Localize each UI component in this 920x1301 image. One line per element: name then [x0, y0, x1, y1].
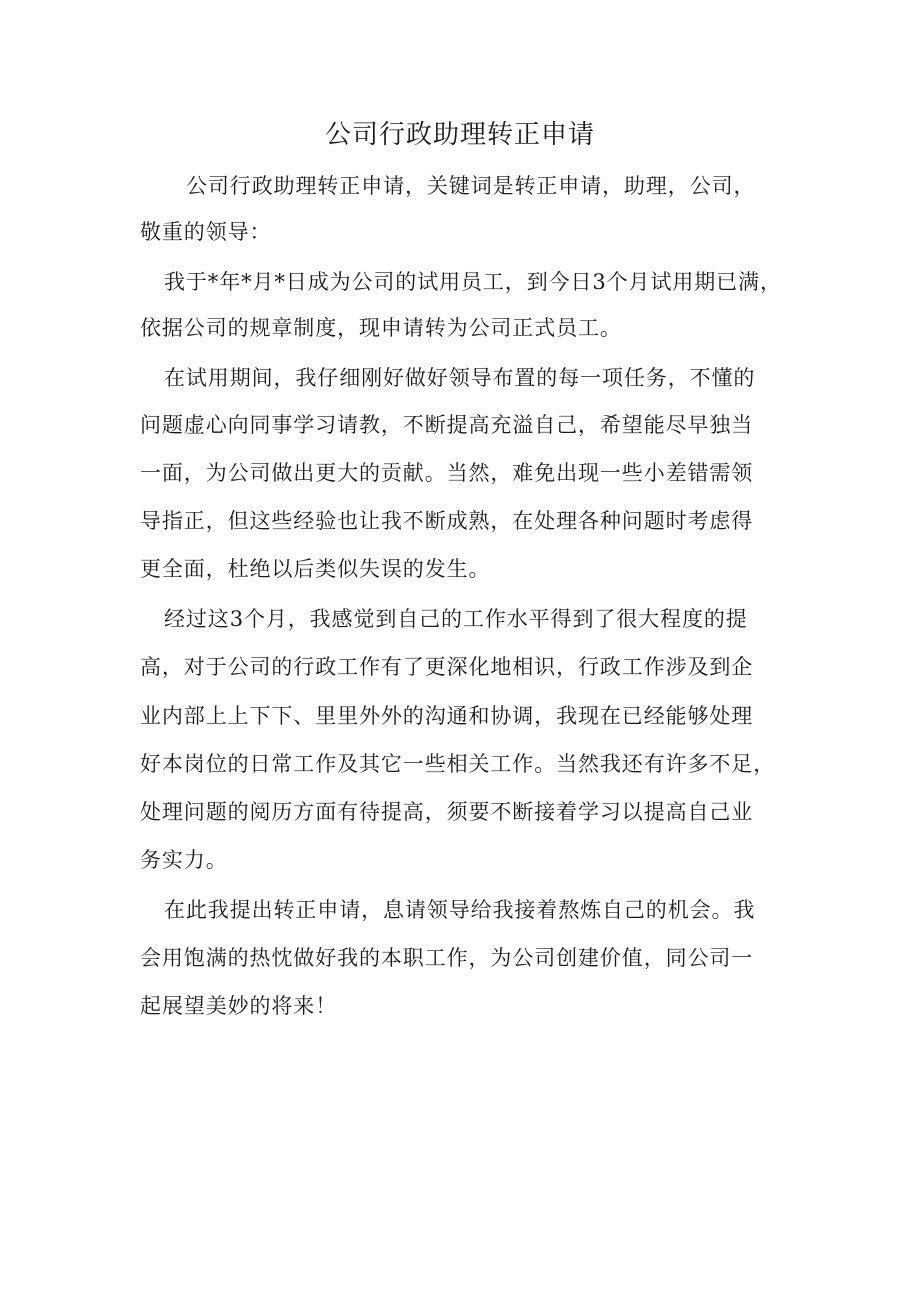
paragraph-2-line-2: 问题虚心向同事学习请教，不断提高充溢自己，希望能尽早独当: [140, 413, 754, 437]
salutation-line: 敬重的领导：: [140, 220, 272, 244]
paragraph-3-line-3: 业内部上上下下、里里外外的沟通和协调，我现在已经能够处理: [140, 704, 754, 728]
document-title: 公司行政助理转正申请: [324, 120, 595, 150]
paragraph-3-line-5: 处理问题的阅历方面有待提高，须要不断接着学习以提高自己业: [140, 800, 754, 824]
paragraph-2-line-3: 一面，为公司做出更大的贡献。当然，难免出现一些小差错需领: [140, 461, 754, 485]
paragraph-4-line-2: 会用饱满的热忱做好我的本职工作，为公司创建价值，同公司一: [140, 946, 754, 970]
paragraph-2-line-5: 更全面，杜绝以后类似失误的发生。: [140, 557, 491, 581]
paragraph-1-line-2: 依据公司的规章制度，现申请转为公司正式员工。: [140, 316, 622, 340]
paragraph-3-line-4: 好本岗位的日常工作及其它一些相关工作。当然我还有许多不足，: [140, 752, 776, 776]
paragraph-4-line-3: 起展望美妙的将来！: [140, 994, 338, 1018]
paragraph-3-line-1: 经过这3个月，我感觉到自己的工作水平得到了很大程度的提: [164, 607, 748, 631]
paragraph-2-line-1: 在试用期间，我仔细刚好做好领导布置的每一项任务，不懂的: [164, 366, 756, 390]
paragraph-3-line-2: 高，对于公司的行政工作有了更深化地相识，行政工作涉及到企: [140, 655, 754, 679]
intro-line: 公司行政助理转正申请，关键词是转正申请，助理，公司，: [186, 174, 756, 198]
paragraph-4-line-1: 在此我提出转正申请，息请领导给我接着熬炼自己的机会。我: [164, 898, 756, 922]
paragraph-3-line-6: 务实力。: [140, 848, 228, 872]
paragraph-2-line-4: 导指正，但这些经验也让我不断成熟，在处理各种问题时考虑得: [140, 509, 754, 533]
paragraph-1-line-1: 我于*年*月*日成为公司的试用员工，到今日3个月试用期已满，: [164, 270, 782, 294]
